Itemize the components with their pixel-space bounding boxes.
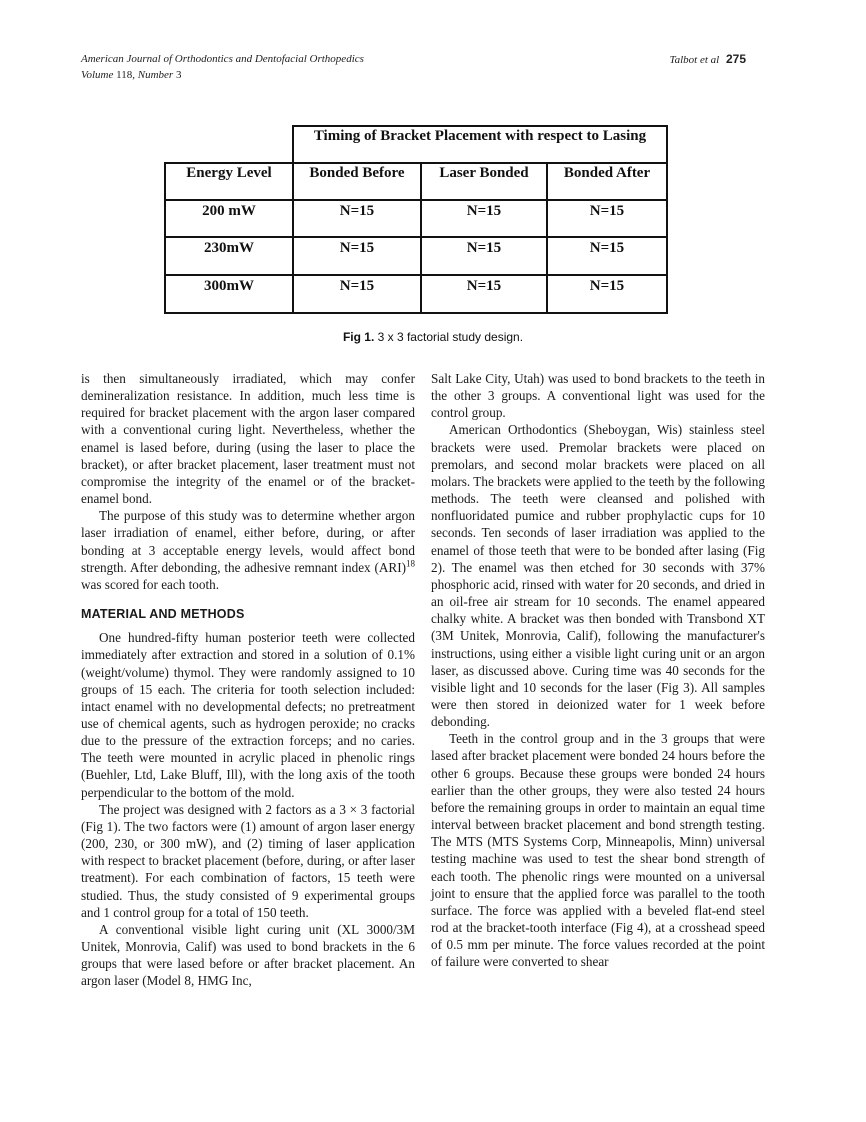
figure-label: Fig 1. <box>342 330 375 344</box>
reference-superscript: 18 <box>406 558 415 569</box>
figure-caption-text: 3 x 3 factorial study design. <box>377 330 524 344</box>
paragraph: A conventional visible light curing unit (XL 3000/3M Unitek, Monrovia, Calif) was used to bond brackets in the 6 groups that were lased before or after bracket placement. An argon laser (Model 8, HMG Inc, <box>81 921 415 989</box>
table-row-300mw-laser: N=15 <box>466 278 502 294</box>
table-row-200mw-laser: N=15 <box>466 203 502 219</box>
col-header-bonded-before: Bonded Before <box>309 165 405 181</box>
issue-number: 3 <box>175 69 182 81</box>
paragraph: The project was designed with 2 factors as a 3 × 3 factorial (Fig 1). The two factors were (1) amount of argon laser energy (200, 230, or 300 mW), and (2) timing of laser application with respect to bracket placement (before, during, or after laser treatment). For each combination of factors, 15 teeth were studied. Thus, the study consisted of 9 experimental groups and 1 control group for a total of 150 teeth. <box>81 801 415 920</box>
table-row-230mw-laser: N=15 <box>466 240 502 256</box>
study-design-table <box>164 125 668 314</box>
col-header-laser-bonded: Laser Bonded <box>439 165 529 181</box>
paragraph: Teeth in the control group and in the 3 groups that were lased after bracket placement were bonded 24 hours before the other 6 groups. Because these groups were bonded 24 hours earlier than the other groups, they were also tested 24 hours before the remaining groups in order to maintain an equal time interval between bracket placement and bond strength testing. The MTS (MTS Systems Corp, Minneapolis, Minn) universal testing machine was used to test the shear bond strength of each tooth. The phenolic rings were mounted on a universal joint to ensure that the applied force was parallel to the tooth surface. The force was applied with a beveled flat-end steel rod at the bracket-tooth interface (Fig 4), at a crosshead speed of 0.5 mm per minute. The force values recorded at the point of failure were converted to shear <box>431 731 765 970</box>
author-page <box>670 51 747 68</box>
table-row-300mw-after: N=15 <box>589 278 625 294</box>
table-row-230mw-after: N=15 <box>589 240 625 256</box>
table-row-200mw-energy: 200 mW <box>202 203 256 219</box>
table-row-300mw-before: N=15 <box>339 278 375 294</box>
paragraph: is then simultaneously irradiated, which may confer demineralization resistance. In addition, much less time is required for bracket placement with the argon laser compared with a conventional curing light. Nevertheless, whether the enamel is lased before, during (using the laser to place the bracket), or after bracket placement, laser treatment must not compromise the integrity of the enamel or of the bracket-enamel bond. <box>81 371 415 507</box>
journal-title: American Journal of Orthodontics and Dentofacial Orthopedics <box>81 53 364 65</box>
page-number: 275 <box>725 52 746 66</box>
section-heading: MATERIAL AND METHODS <box>81 607 245 622</box>
table-row-200mw-after: N=15 <box>589 203 625 219</box>
paragraph: One hundred-fifty human posterior teeth were collected immediately after extraction and stored in a solution of 0.1% (weight/volume) thymol. They were randomly assigned to 10 groups of 15 each. The criteria for tooth selection included: intact enamel with no developmental defects; no pretreatment use of chemical agents, such as hydrogen peroxide; no cracks due to the pressure of the extraction forceps; and no caries. The teeth were mounted in acrylic placed in phenolic rings (Buehler, Ltd, Lake Bluff, Ill), with the long axis of the tooth perpendicular to the bottom of the mold. <box>81 630 415 800</box>
paragraph: Salt Lake City, Utah) was used to bond brackets to the teeth in the other 3 groups. A conventional light was used for the control group. <box>431 371 765 421</box>
table-row-200mw-before: N=15 <box>339 203 375 219</box>
volume-issue: Volume 118, Number 3 <box>81 69 182 81</box>
running-head <box>81 51 746 83</box>
paragraph: The purpose of this study was to determine whether argon laser irradiation of enamel, either before, during, or after bonding at 3 acceptable energy levels, would affect bond strength. After debonding, the adhesive remnant index (ARI)$^{18}$ was scored for each tooth. <box>81 508 415 592</box>
volume-number: 118 <box>116 69 133 81</box>
col-header-bonded-after: Bonded After <box>563 165 651 181</box>
figure-caption <box>0 330 866 344</box>
paragraph: American Orthodontics (Sheboygan, Wis) stainless steel brackets were used. Premolar brackets were placed on premolars, and second molar brackets were placed on all molars. The brackets were applied to the teeth by the following methods. The teeth were cleansed and polished with nonfluoridated pumice and rubber prophylactic cups for 10 seconds. Ten seconds of laser irradiation was applied to the enamel of those teeth that were to be bonded after lasing (Fig 2). The enamel was then etched for 30 seconds with 37% phosphoric acid, rinsed with water for 20 seconds, and dried in an oil-free air stream for 10 seconds. The enamel appeared chalky white. A bracket was then bonded with Transbond XT (3M Unitek, Monrovia, Calif), following the manufacturer's instructions, using either a visible light curing unit or an argon laser, as discussed above. Curing time was 40 seconds for the visible light and 10 seconds for the laser (Fig 3). All samples were then stored in deionized water for 1 week before debonding. <box>431 422 765 730</box>
table-row-230mw-energy: 230mW <box>204 240 254 256</box>
right-column <box>431 370 765 970</box>
col-header-energy-level: Energy Level <box>186 165 272 181</box>
authors: Talbot et al <box>669 54 720 66</box>
table-super-header: Timing of Bracket Placement with respect to Lasing <box>313 128 647 144</box>
table-row-300mw-energy: 300mW <box>204 278 254 294</box>
left-column <box>81 370 415 989</box>
table-row-230mw-before: N=15 <box>339 240 375 256</box>
